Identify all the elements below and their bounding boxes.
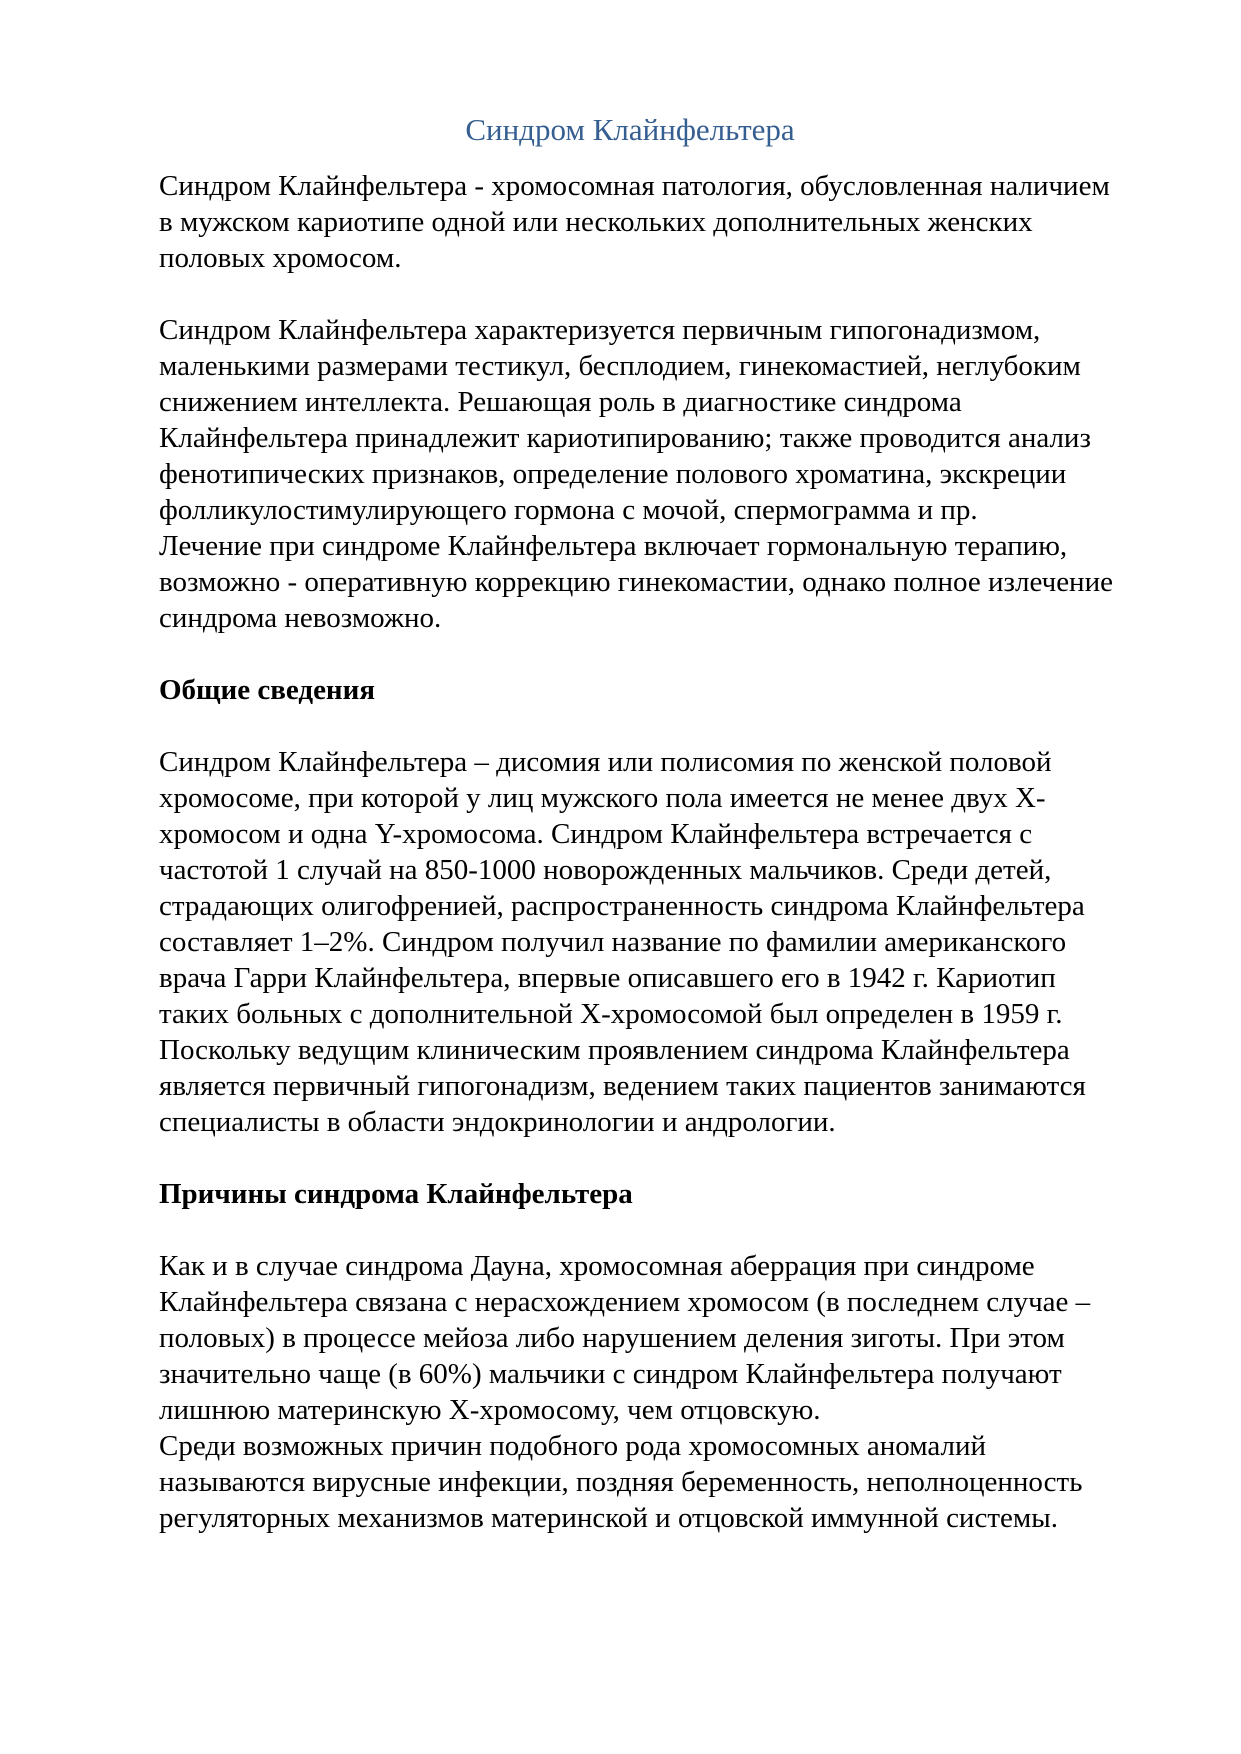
text-line: Как и в случае синдрома Дауна, хромосомная аберрация при синдроме — [159, 1250, 1035, 1282]
paragraph — [159, 1248, 1101, 1536]
text-line: называются вирусные инфекции, поздняя беременность, неполноценность — [159, 1466, 1083, 1498]
text-line: специалисты в области эндокринологии и андрологии. — [159, 1106, 836, 1138]
text-line: хромосоме, при которой у лиц мужского пола имеется не менее двух X- — [159, 782, 1046, 814]
text-line: врача Гарри Клайнфельтера, впервые описавшего его в 1942 г. Кариотип — [159, 962, 1056, 994]
text-line: снижением интеллекта. Решающая роль в диагностике синдрома — [159, 386, 962, 418]
text-line: Синдром Клайнфельтера – дисомия или полисомия по женской половой — [159, 746, 1052, 778]
text-line: Причины синдрома Клайнфельтера — [159, 1178, 633, 1210]
text-line: хромосом и одна Y-хромосома. Синдром Клайнфельтера встречается с — [159, 818, 1033, 850]
text-line: Синдром Клайнфельтера - хромосомная патология, обусловленная наличием — [159, 170, 1110, 202]
text-line: Лечение при синдроме Клайнфельтера включает гормональную терапию, — [159, 530, 1068, 562]
text-line: возможно - оперативную коррекцию гинекомастии, однако полное излечение — [159, 566, 1113, 598]
text-line: маленькими размерами тестикул, бесплодием, гинекомастией, неглубоким — [159, 350, 1081, 382]
paragraph — [159, 168, 1110, 276]
document-title — [159, 110, 1101, 150]
text-line: половых) в процессе мейоза либо нарушением деления зиготы. При этом — [159, 1322, 1065, 1354]
paragraph — [159, 744, 1101, 1140]
text-line: лишнюю материнскую X-хромосому, чем отцовскую. — [159, 1394, 821, 1426]
section-heading — [159, 1176, 1101, 1212]
text-line: Синдром Клайнфельтера характеризуется первичным гипогонадизмом, — [159, 314, 1041, 346]
text-line: синдрома невозможно. — [159, 602, 442, 634]
text-line: Общие сведения — [159, 674, 376, 706]
text-line: Клайнфельтера принадлежит кариотипированию; также проводится анализ — [159, 422, 1091, 454]
text-line: значительно чаще (в 60%) мальчики с синдром Клайнфельтера получают — [159, 1358, 1062, 1390]
paragraph — [159, 312, 1113, 636]
text-line: фолликулостимулирующего гормона с мочой, спермограмма и пр. — [159, 494, 978, 526]
text-line: половых хромосом. — [159, 242, 402, 274]
section-heading — [159, 672, 1101, 708]
text-line: частотой 1 случай на 850-1000 новорожденных мальчиков. Среди детей, — [159, 854, 1052, 886]
text-line: Клайнфельтера связана с нерасхождением хромосом (в последнем случае – — [159, 1286, 1091, 1318]
text-line: в мужском кариотипе одной или нескольких дополнительных женских — [159, 206, 1033, 238]
text-line: составляет 1–2%. Синдром получил название по фамилии американского — [159, 926, 1067, 958]
text-line: регуляторных механизмов материнской и отцовской иммунной системы. — [159, 1502, 1058, 1534]
text-line: таких больных с дополнительной X-хромосомой был определен в 1959 г. — [159, 998, 1063, 1030]
text-line: является первичный гипогонадизм, ведением таких пациентов занимаются — [159, 1070, 1086, 1102]
text-line: Среди возможных причин подобного рода хромосомных аномалий — [159, 1430, 986, 1462]
text-line: фенотипических признаков, определение полового хроматина, экскреции — [159, 458, 1067, 490]
text-line: Синдром Клайнфельтера — [465, 112, 795, 147]
text-line: Поскольку ведущим клиническим проявлением синдрома Клайнфельтера — [159, 1034, 1070, 1066]
text-line: страдающих олигофренией, распространенность синдрома Клайнфельтера — [159, 890, 1085, 922]
